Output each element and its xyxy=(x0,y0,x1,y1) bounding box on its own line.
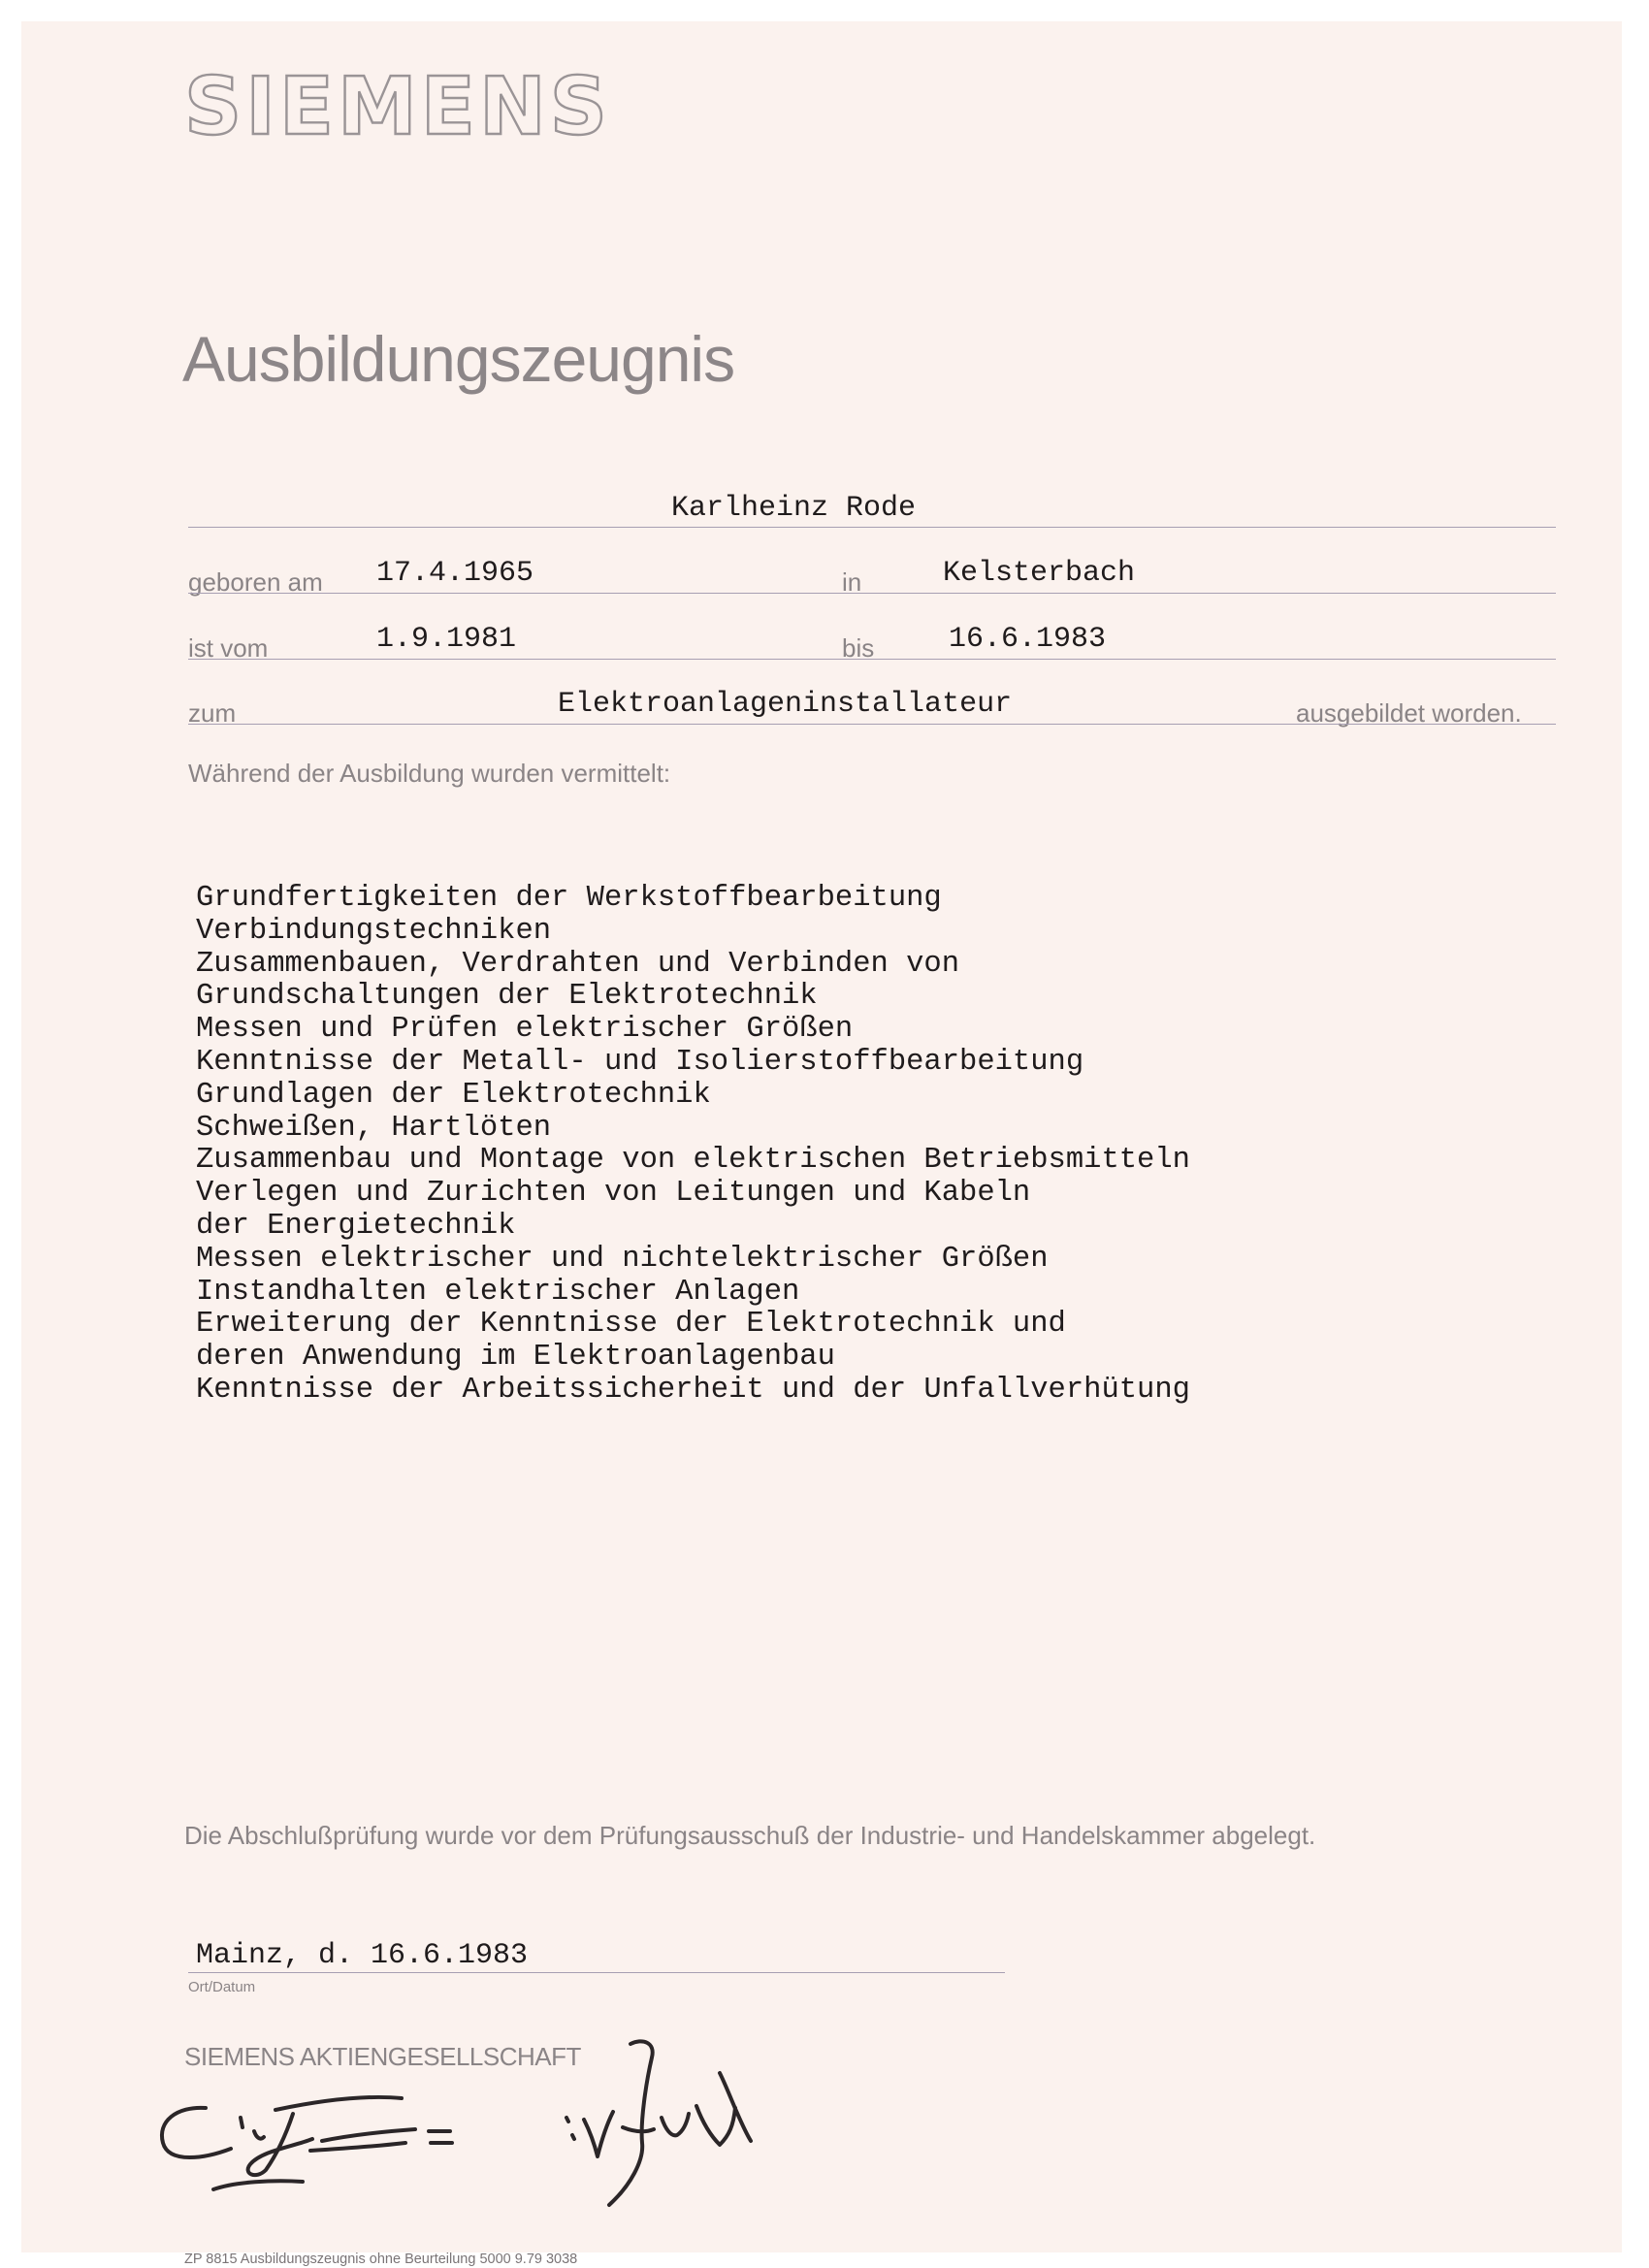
trainee-name: Karlheinz Rode xyxy=(671,492,917,525)
skill-line: Instandhalten elektrischer Anlagen xyxy=(196,1275,800,1309)
divider xyxy=(188,659,1556,660)
period-to-label: bis xyxy=(842,633,875,663)
birthplace: Kelsterbach xyxy=(943,557,1136,590)
place-date-label: Ort/Datum xyxy=(188,1979,256,1995)
skill-line: Zusammenbau und Montage von elektrischen Betriebsmitteln xyxy=(196,1144,1190,1178)
skill-line: Kenntnisse der Arbeitssicherheit und der Unfallverhütung xyxy=(196,1373,1190,1407)
divider xyxy=(188,1972,1005,1973)
document-title: Ausbildungszeugnis xyxy=(182,323,735,395)
svg-text:SIEMENS: SIEMENS xyxy=(184,61,611,153)
skill-line: Verbindungstechniken xyxy=(196,914,552,948)
skill-line: Zusammenbauen, Verdrahten und Verbinden von xyxy=(196,947,960,981)
skills-intro: Während der Ausbildung wurden vermittelt: xyxy=(188,759,671,788)
profession-suffix: ausgebildet worden. xyxy=(1296,698,1522,728)
siemens-logo xyxy=(184,61,630,153)
birth-date: 17.4.1965 xyxy=(376,557,534,590)
divider xyxy=(188,593,1556,594)
skill-line: deren Anwendung im Elektroanlagenbau xyxy=(196,1341,835,1375)
skill-line: Messen elektrischer und nichtelektrischer Größen xyxy=(196,1242,1049,1276)
skill-line: Grundlagen der Elektrotechnik xyxy=(196,1078,711,1112)
skill-line: Erweiterung der Kenntnisse der Elektrotechnik und xyxy=(196,1308,1066,1342)
exam-statement: Die Abschlußprüfung wurde vor dem Prüfungsausschuß der Industrie- und Handelskammer abgelegt. xyxy=(184,1821,1316,1850)
period-from-date: 1.9.1981 xyxy=(376,623,517,656)
form-code: ZP 8815 Ausbildungszeugnis ohne Beurteilung 5000 9.79 3038 xyxy=(184,2252,578,2267)
place-date: Mainz, d. 16.6.1983 xyxy=(196,1939,529,1972)
divider xyxy=(188,724,1556,725)
certificate-page xyxy=(21,21,1622,2267)
divider xyxy=(188,527,1556,528)
profession-label: zum xyxy=(188,698,237,728)
handwritten-signatures xyxy=(147,2034,768,2219)
skill-line: Grundfertigkeiten der Werkstoffbearbeitung xyxy=(196,882,942,915)
period-from-label: ist vom xyxy=(188,633,269,663)
birth-date-label: geboren am xyxy=(188,567,323,597)
birthplace-label: in xyxy=(842,567,862,597)
skills-list xyxy=(196,883,1190,1408)
company-name: SIEMENS AKTIENGESELLSCHAFT xyxy=(184,2042,581,2071)
skill-line: Messen und Prüfen elektrischer Größen xyxy=(196,1013,854,1047)
skill-line: der Energietechnik xyxy=(196,1209,516,1243)
skill-line: Schweißen, Hartlöten xyxy=(196,1111,552,1145)
skill-line: Kenntnisse der Metall- und Isolierstoffbearbeitung xyxy=(196,1045,1084,1079)
period-to-date: 16.6.1983 xyxy=(949,623,1107,656)
profession: Elektroanlageninstallateur xyxy=(558,688,1013,721)
skill-line: Verlegen und Zurichten von Leitungen und Kabeln xyxy=(196,1177,1031,1211)
skill-line: Grundschaltungen der Elektrotechnik xyxy=(196,980,818,1014)
